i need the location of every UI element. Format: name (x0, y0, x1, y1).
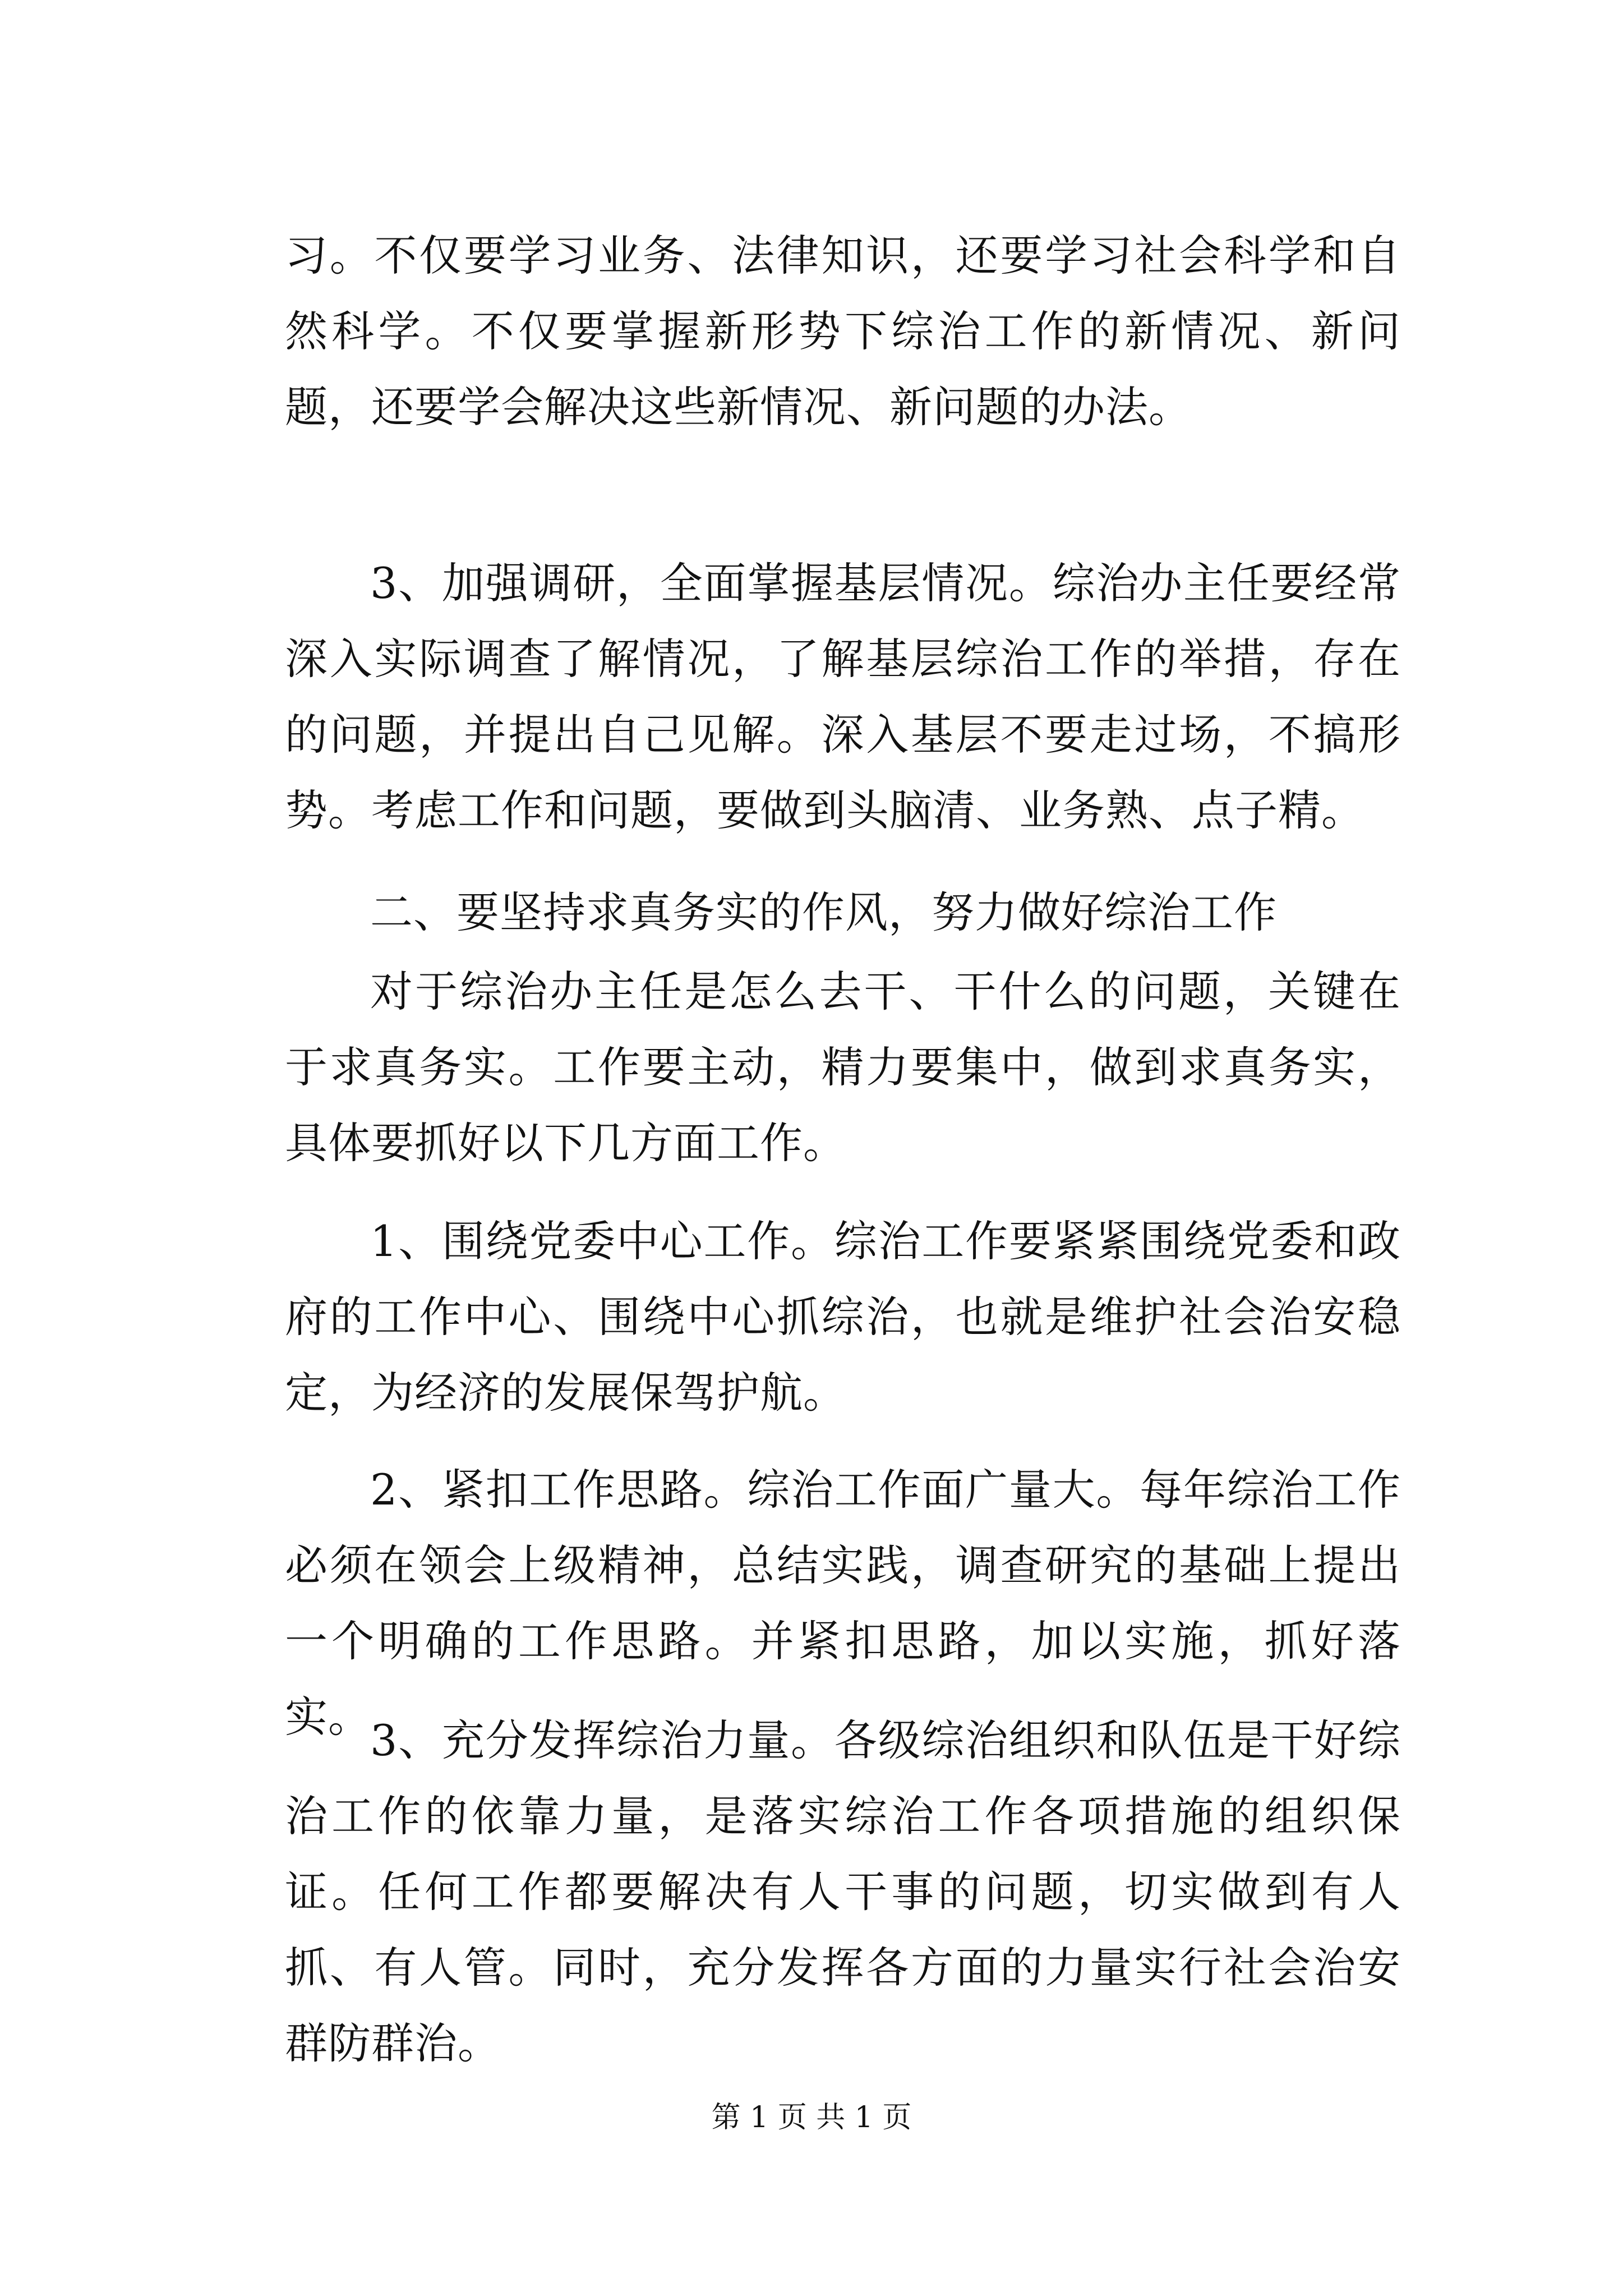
body-paragraph: 习。不仅要学习业务、法律知识，还要学习社会科学和自然科学。不仅要掌握新形势下综治工作的新情况、新问题，还要学会解决这些新情况、新问题的办法。 (285, 231, 1401, 432)
body-paragraph: 3、充分发挥综治力量。各级综治组织和队伍是干好综治工作的依靠力量，是落实综治工作各项措施的组织保证。任何工作都要解决有人干事的问题，切实做到有人抓、有人管。同时，充分发挥各方面的力量实行社会治安群防群治。 (285, 1715, 1401, 2068)
body-paragraph: 3、加强调研，全面掌握基层情况。综治办主任要经常深入实际调查了解情况，了解基层综治工作的举措，存在的问题，并提出自己见解。深入基层不要走过场，不搞形势。考虑工作和问题，要做到头脑清、业务熟、点子精。 (285, 558, 1401, 835)
body-paragraph: 2、紧扣工作思路。综治工作面广量大。每年综治工作必须在领会上级精神，总结实践，调查研究的基础上提出一个明确的工作思路。并紧扣思路，加以实施，抓好落实。 (285, 1465, 1401, 1742)
body-paragraph: 1、围绕党委中心工作。综治工作要紧紧围绕党委和政府的工作中心、围绕中心抓综治，也就是维护社会治安稳定，为经济的发展保驾护航。 (285, 1216, 1401, 1418)
page-footer: 第 1 页 共 1 页 (711, 2101, 912, 2134)
section-heading: 二、要坚持求真务实的作风，努力做好综治工作 (370, 887, 1277, 937)
body-paragraph: 对于综治办主任是怎么去干、干什么的问题，关键在于求真务实。工作要主动，精力要集中，做到求真务实，具体要抓好以下几方面工作。 (285, 967, 1401, 1168)
